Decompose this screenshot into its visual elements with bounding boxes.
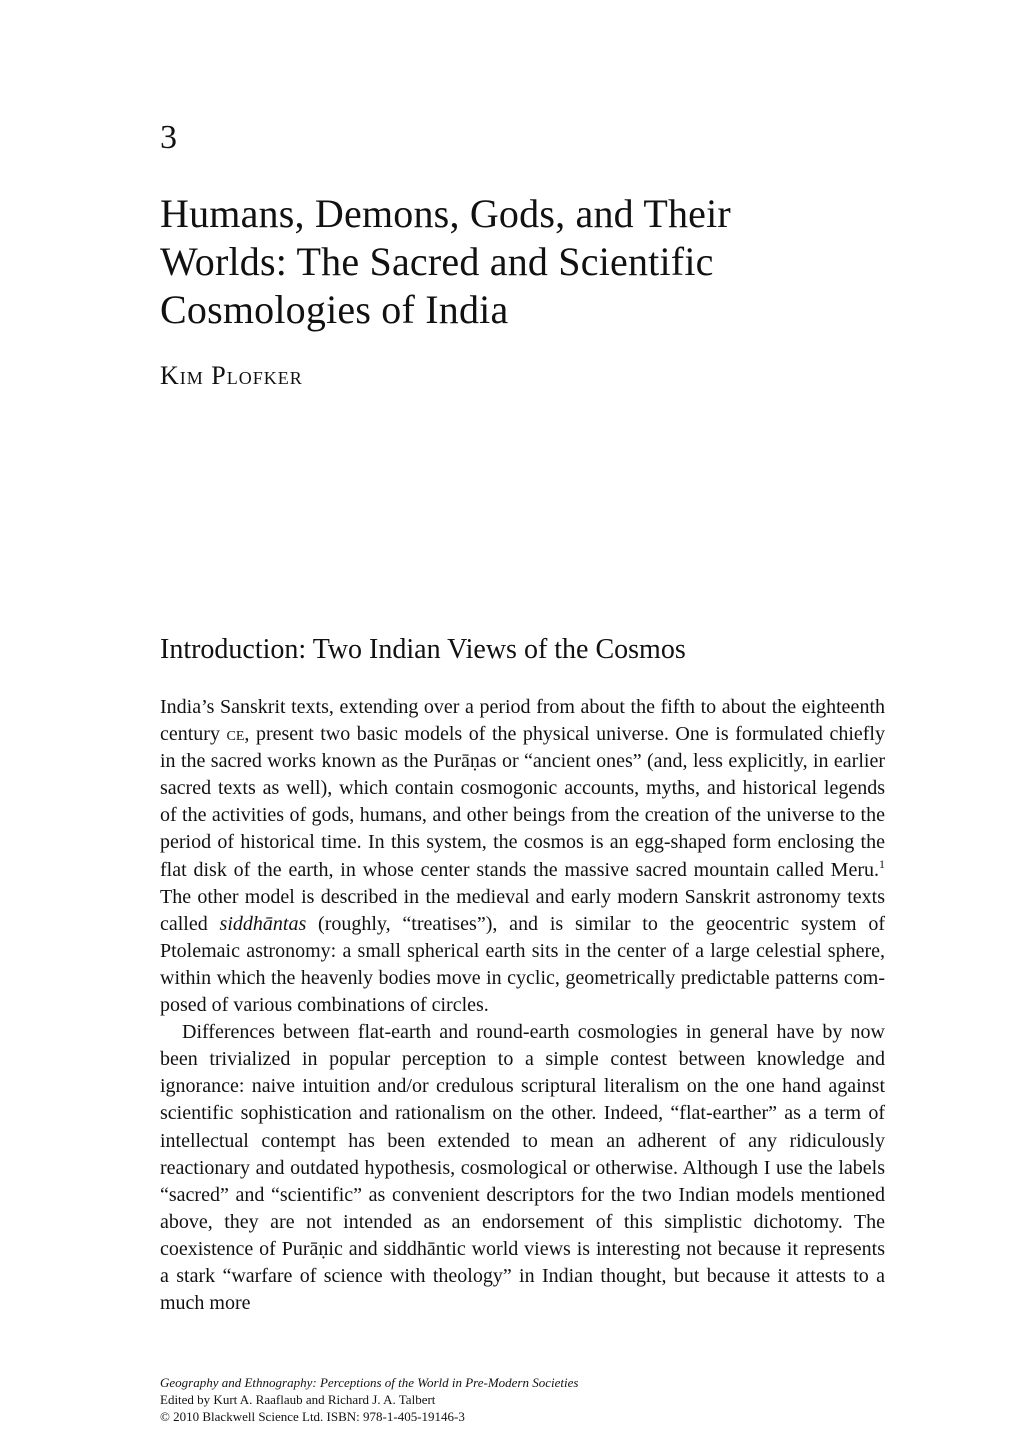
chapter-title: Humans, Demons, Gods, and Their Worlds: The Sacred and Scientific Cosmologies of India bbox=[160, 191, 731, 332]
footer-book-title: Geography and Ethnography: Perceptions of the World in Pre-Modern Societies bbox=[160, 1375, 579, 1390]
italic-term: siddhāntas bbox=[219, 912, 307, 935]
footer-editors: Edited by Kurt A. Raaflaub and Richard J. A. Talbert bbox=[160, 1392, 436, 1407]
body-text bbox=[160, 694, 885, 1317]
author-name: Kim Plofker bbox=[160, 361, 303, 390]
paragraph-1-text-c: The other model is described in the medieval and early modern Sanskrit astronomy texts called bbox=[160, 885, 885, 935]
paragraph-1 bbox=[160, 694, 885, 1019]
paragraph-1-text-b: , present two basic models of the physical universe. One is formulated chiefly in the sacred works known as the Purāṇas or “ancient ones” (and, less explicitly, in earlier sacred texts as well), which contain cosmogonic accounts, myths, and historical legends of the activities of gods, humans, and other beings from the creation of the universe to the period of historical time. In this system, the cosmos is an egg-shaped form enclosing the flat disk of the earth, in whose center stands the massive sacred mountain called Meru. bbox=[160, 723, 885, 881]
paragraph-1-text-d: (roughly, “treatises”), and is similar to the geocentric system of Ptolemaic astronomy: a small spherical earth sits in the center of a large celestial sphere, within which the heavenly bodies move in cyclic, geometrically predictable patterns composed of various combinations of circles. bbox=[160, 912, 885, 1017]
footnote-reference[interactable]: 1 bbox=[879, 856, 885, 871]
era-abbreviation: ce bbox=[226, 723, 245, 746]
footer-copyright: © 2010 Blackwell Science Ltd. ISBN: 978-1-405-19146-3 bbox=[160, 1409, 465, 1424]
chapter-number: 3 bbox=[160, 119, 177, 156]
section-heading: Introduction: Two Indian Views of the Cosmos bbox=[160, 634, 686, 665]
paragraph-2: Differences between flat-earth and round-earth cosmologies in general have by now been trivialized in popular perception to a simple contest between knowledge and ignorance: naive intuition and/or credulous scriptural literalism on the one hand against scientific sophistication and rationalism on the other. Indeed, “flat-earther” as a term of intellectual contempt has been extended to mean an adherent of any ridiculously reactionary and outdated hypothesis, cosmological or otherwise. Although I use the labels “sacred” and “scientific” as convenient descriptors for the two Indian models mentioned above, they are not intended as an endorsement of this simplistic dichotomy. The coexistence of Purāṇic and siddhāntic world views is interesting not because it represents a stark “warfare of science with theology” in Indian thought, but because it attests to a much more bbox=[160, 1021, 885, 1315]
page-footer bbox=[160, 1374, 578, 1425]
paragraph-1-text-a: India’s Sanskrit texts, extending over a period from about the fifth to about the eighteenth century bbox=[160, 696, 885, 746]
